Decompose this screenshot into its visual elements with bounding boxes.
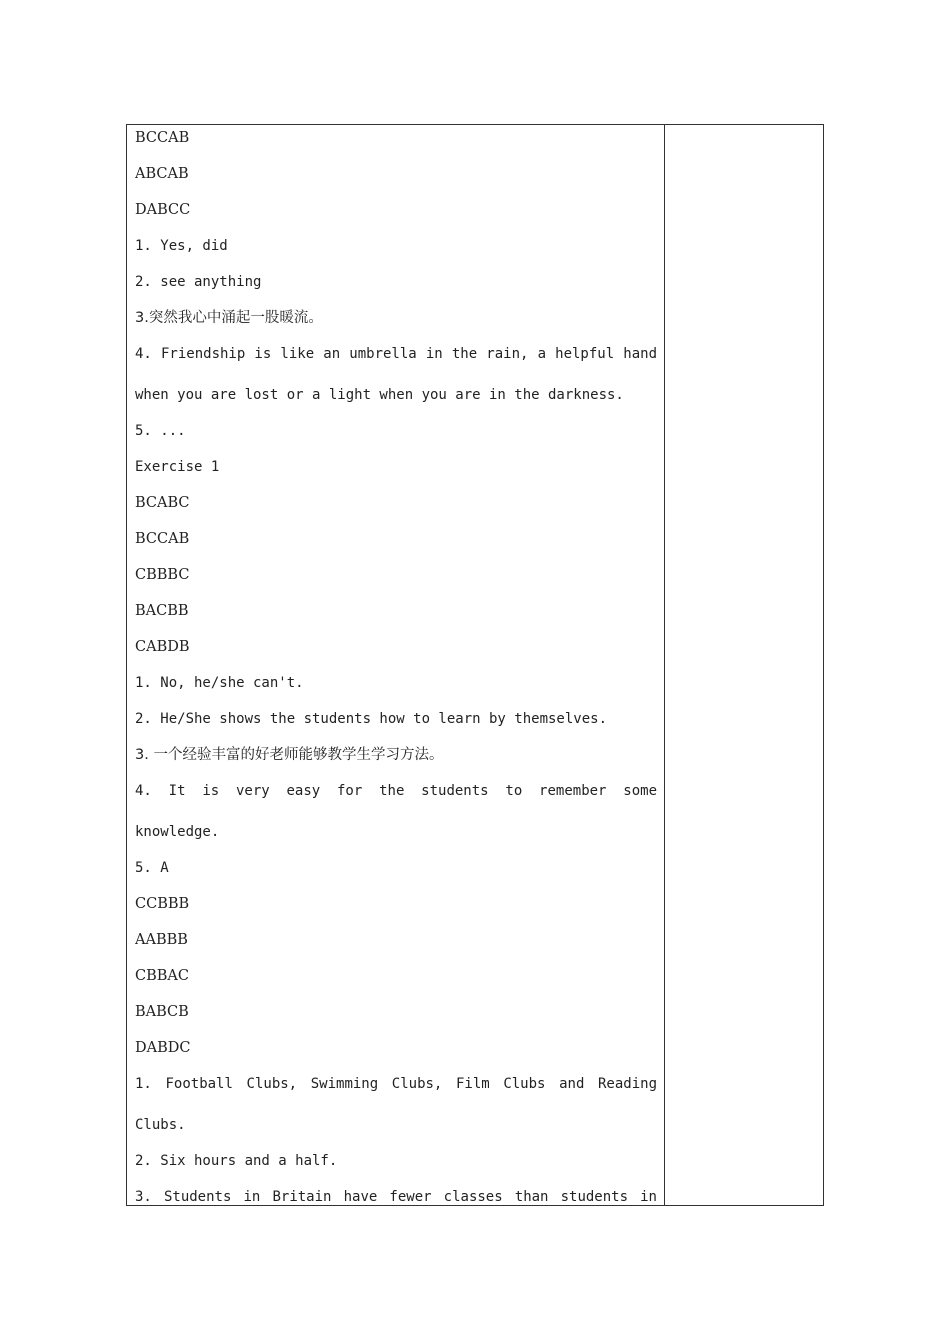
answer-line: 2. Six hours and a half. — [135, 1153, 338, 1169]
section-heading: Exercise 1 — [135, 459, 220, 475]
answer-line: CBBBC — [135, 567, 190, 583]
answer-line: 2. He/She shows the students how to learn by themselves. — [135, 711, 608, 727]
answer-line: CABDB — [135, 639, 190, 655]
answer-line: ABCAB — [135, 166, 189, 182]
answer-line: BABCB — [135, 1004, 189, 1020]
answer-line: 1. No, he/she can't. — [135, 675, 304, 691]
answer-line: 3.突然我心中涌起一股暖流。 — [135, 310, 323, 326]
answer-line: 4. It is very easy for the students to remember some — [135, 783, 657, 799]
answer-line: BCCAB — [135, 531, 190, 547]
answer-line: 3. Students in Britain have fewer classes than students in — [135, 1189, 657, 1205]
answer-line: CBBAC — [135, 968, 189, 984]
answer-cell — [135, 125, 657, 1205]
answer-line: knowledge. — [135, 824, 220, 840]
answer-table — [126, 124, 824, 1206]
answer-line: BCABC — [135, 495, 190, 511]
notes-cell — [665, 125, 823, 1205]
answer-line: BCCAB — [135, 130, 190, 146]
answer-line: when you are lost or a light when you are in the darkness. — [135, 387, 624, 403]
answer-line: 3. 一个经验丰富的好老师能够教学生学习方法。 — [135, 747, 444, 763]
answer-line: 5. ... — [135, 423, 186, 439]
answer-line: AABBB — [135, 932, 188, 948]
answer-line: BACBB — [135, 603, 189, 619]
answer-line: 4. Friendship is like an umbrella in the rain, a helpful hand — [135, 346, 657, 362]
answer-line: DABDC — [135, 1040, 191, 1056]
answer-line: 1. Yes, did — [135, 238, 228, 254]
answer-line: 5. A — [135, 860, 169, 876]
answer-line: DABCC — [135, 202, 191, 218]
answer-line: CCBBB — [135, 896, 190, 912]
answer-line: Clubs. — [135, 1117, 186, 1133]
answer-line: 1. Football Clubs, Swimming Clubs, Film Clubs and Reading — [135, 1076, 657, 1092]
answer-line: 2. see anything — [135, 274, 262, 290]
